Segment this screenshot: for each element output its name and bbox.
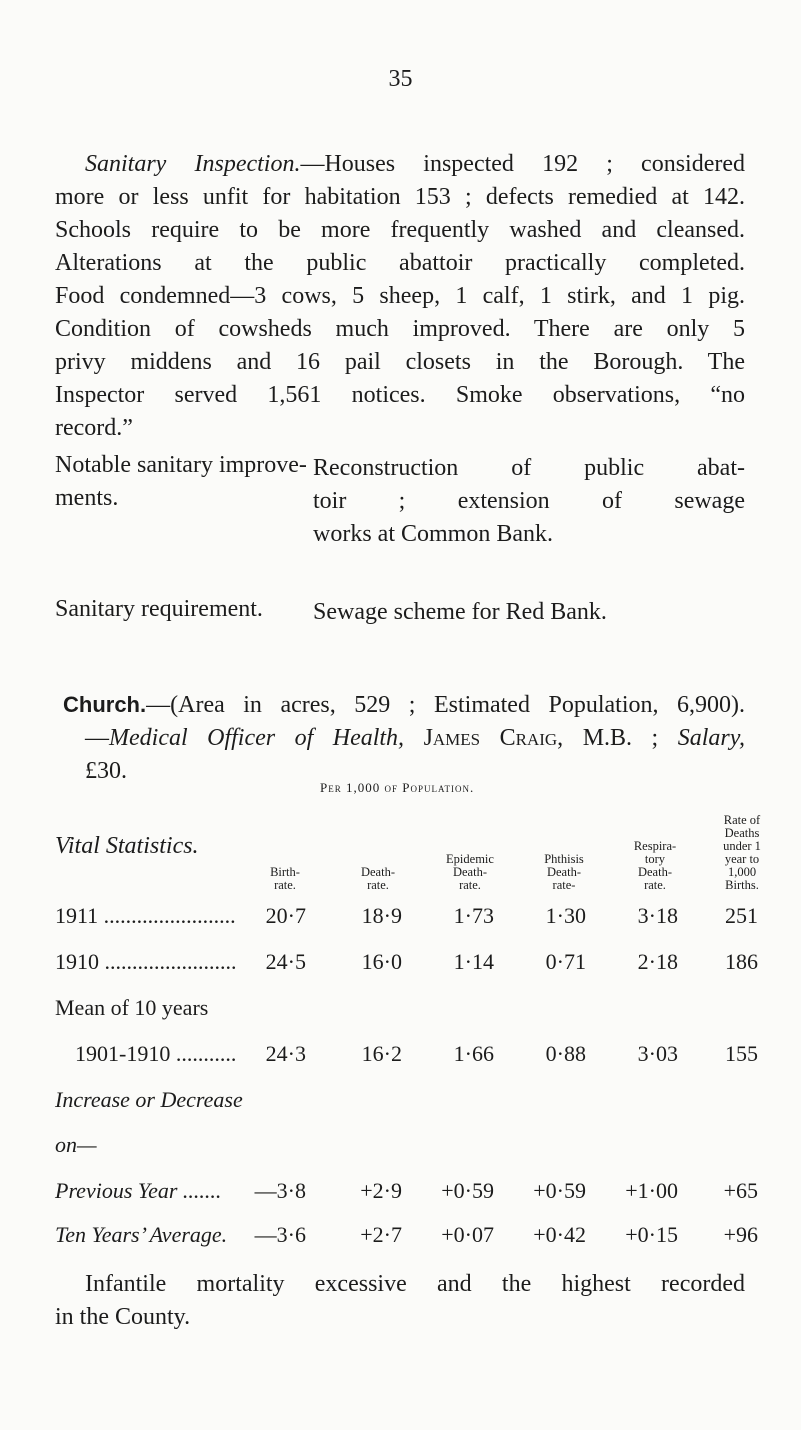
column-header-6: Rate of Deaths under 1 year to 1,000 Births. xyxy=(723,813,761,892)
requirement-label: Sanitary requirement. xyxy=(55,596,263,622)
table-cell: —3·8 xyxy=(254,1178,306,1203)
table-cell: 16·0 xyxy=(361,949,402,974)
table-cell: 155 xyxy=(725,1041,758,1066)
requirement-text: Sewage scheme for Red Bank. xyxy=(313,599,607,625)
medical-officer-label: Medical Officer of Health, xyxy=(109,725,405,751)
sanitary-line-8: Inspector served 1,561 notices. Smoke observations, “no xyxy=(55,382,745,408)
church-line-1: —(Area in acres, 529 ; Estimated Population, 6,900). xyxy=(146,692,745,718)
table-cell: 0·71 xyxy=(545,949,586,974)
sanitary-line-2: more or less unfit for habitation 153 ; defects remedied at 142. xyxy=(55,184,745,210)
table-cell: 251 xyxy=(725,903,758,928)
table-cell: +0·15 xyxy=(625,1222,678,1247)
church-dash: — xyxy=(85,725,109,751)
column-header-2: Death- rate. xyxy=(360,865,395,892)
sanitary-line-5: Food condemned—3 cows, 5 sheep, 1 calf, 1 stirk, and 1 pig. xyxy=(55,283,745,309)
improvements-label-line-1: Notable sanitary improve- xyxy=(55,452,307,478)
sanitary-line-9: record.” xyxy=(55,415,133,441)
improvements-text-line-1: Reconstruction of public abat- xyxy=(313,455,745,481)
table-cell: 1·14 xyxy=(453,949,494,974)
table-cell: +2·7 xyxy=(360,1222,402,1247)
closing-line-2: in the County. xyxy=(55,1304,191,1330)
table-cell: 2·18 xyxy=(637,949,678,974)
table-cell: 0·88 xyxy=(545,1041,586,1066)
improvements-text-line-2: toir ; extension of sewage xyxy=(313,488,745,514)
officer-degree: M.B. ; xyxy=(582,725,659,751)
table-cell: 1·30 xyxy=(545,903,586,928)
table-cell: +65 xyxy=(723,1178,758,1203)
column-header-4: Phthisis Death- rate- xyxy=(544,852,584,892)
sanitary-line-1: —Houses inspected 192 ; considered xyxy=(300,151,746,177)
table-cell: +0·07 xyxy=(441,1222,494,1247)
table-cell: 24·5 xyxy=(265,949,306,974)
table-row-label: Previous Year ....... xyxy=(55,1178,222,1203)
table-cell: 20·7 xyxy=(265,903,306,928)
closing-paragraph xyxy=(55,1268,745,1334)
table-cell: —3·6 xyxy=(254,1222,306,1247)
page-number: 35 xyxy=(388,66,413,92)
sanitary-inspection-heading: Sanitary Inspection. xyxy=(85,151,301,177)
table-row-label: Increase or Decrease xyxy=(55,1087,243,1112)
table-row-label: 1901-1910 ........... xyxy=(75,1041,237,1066)
table-cell: +96 xyxy=(723,1222,758,1247)
table-cell: +0·59 xyxy=(533,1178,586,1203)
table-cell: 16·2 xyxy=(361,1041,402,1066)
column-header-5: Respira- tory Death- rate. xyxy=(633,839,677,892)
vital-statistics-heading: Vital Statistics. xyxy=(55,833,199,859)
church-heading: Church. xyxy=(63,692,147,717)
table-row-label: Ten Years’ Average. xyxy=(55,1222,228,1247)
sanitary-line-6: Condition of cowsheds much improved. There are only 5 xyxy=(55,316,745,342)
table-cell: 3·18 xyxy=(637,903,678,928)
table-cell: 186 xyxy=(725,949,758,974)
improvements-label-line-2: ments. xyxy=(55,485,119,511)
table-cell: 1·66 xyxy=(453,1041,494,1066)
sanitary-line-7: privy middens and 16 pail closets in the Borough. The xyxy=(55,349,745,375)
improvements-text xyxy=(313,452,745,551)
table-cell: 18·9 xyxy=(361,903,402,928)
church-paragraph xyxy=(55,688,745,788)
table-row-label: on— xyxy=(55,1132,97,1157)
sanitary-line-3: Schools require to be more frequently washed and cleansed. xyxy=(55,217,745,243)
salary-value: £30. xyxy=(85,758,127,784)
table-row-label: 1910 ........................ xyxy=(55,949,237,974)
improvements-text-line-3: works at Common Bank. xyxy=(313,521,553,547)
table-cell: 1·73 xyxy=(453,903,494,928)
column-header-3: Epidemic Death- rate. xyxy=(446,852,494,892)
officer-name: James Craig, xyxy=(423,725,564,751)
table-cell: 3·03 xyxy=(637,1041,678,1066)
sanitary-line-4: Alterations at the public abattoir practically completed. xyxy=(55,250,745,276)
salary-label: Salary, xyxy=(677,725,746,751)
table-cell: +1·00 xyxy=(625,1178,678,1203)
table-cell: +0·42 xyxy=(533,1222,586,1247)
table-row-label: Mean of 10 years xyxy=(55,995,209,1020)
table-row-label: 1911 ........................ xyxy=(55,903,236,928)
table-cell: 24·3 xyxy=(265,1041,306,1066)
closing-line-1: Infantile mortality excessive and the highest recorded xyxy=(85,1271,745,1297)
table-cell: +0·59 xyxy=(441,1178,494,1203)
table-cell: +2·9 xyxy=(360,1178,402,1203)
sanitary-inspection-paragraph xyxy=(55,148,745,445)
column-header-1: Birth- rate. xyxy=(270,865,300,892)
table-title: Per 1,000 of Population. xyxy=(320,780,475,795)
